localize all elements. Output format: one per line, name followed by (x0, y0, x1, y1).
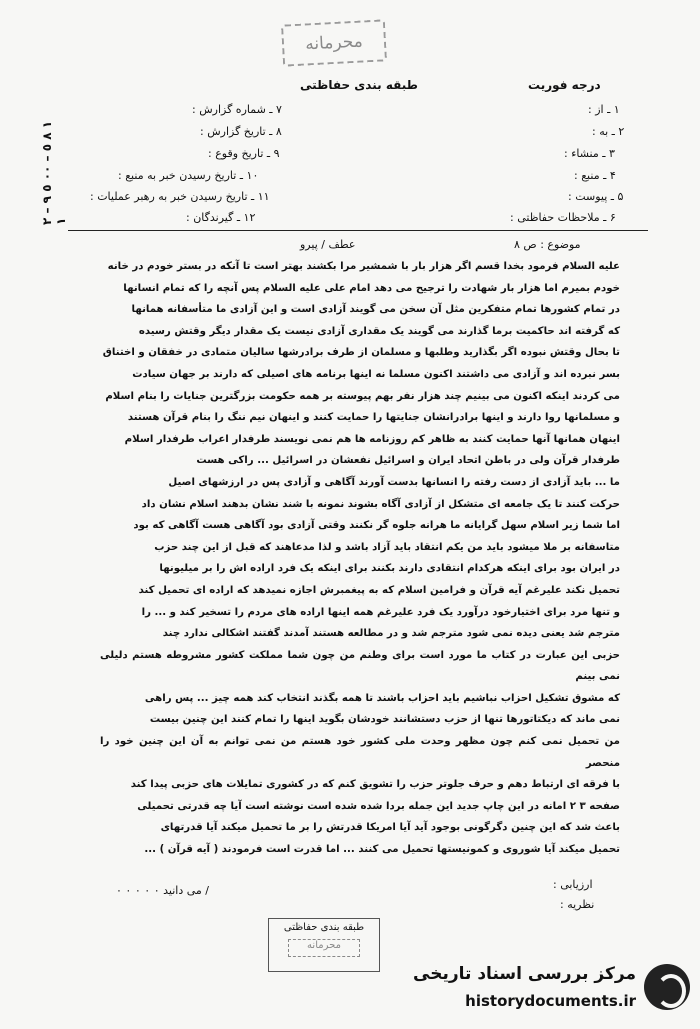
field-attachment: ۵ ـ پیوست : (568, 190, 624, 203)
archive-logo-icon (644, 964, 690, 1010)
header-divider (68, 230, 648, 231)
body-line: که گرفته اند حاکمیت برما گذارند می گویند یک مقداری آزادی نیست یک مقدار دیگر وقتش رسیده (138, 325, 620, 337)
body-line: من تحمیل نمی کنم چون مظهر وحدت ملی کشور خود هستم من نمی توانم به آن این چنین خود را منحصر (100, 736, 620, 769)
body-line: که مشوق تشکیل احزاب نباشیم باید احزاب باشند تا همه بگذند انتخاب کند همه چیز ... پس راهی (144, 692, 620, 704)
bottom-stamp-value: محرمانه (288, 939, 360, 957)
evaluation-label: ارزیابی : (553, 878, 593, 891)
body-line: خودم بمیرم اما هزار بار شهادت را ترجیح می دهد امام علی علیه السلام پس آنچه را که تمام انسانها (123, 282, 620, 294)
classification-title: طبقه بندی حفاظتی (300, 78, 418, 92)
body-line: بسر نبرده اند و آزادی می داشتند اکنون مسلما نه اینها برنامه های اصیلی که دارند بر جهان سیادت (132, 368, 620, 380)
field-event-date: ۹ ـ تاریخ وقوع : (208, 147, 280, 160)
field-to: ۲ ـ به : (592, 125, 625, 138)
field-report-number: ۷ ـ شماره گزارش : (192, 103, 282, 116)
field-source: ۴ ـ منبع : (574, 169, 616, 182)
field-report-date: ۸ ـ تاریخ گزارش : (200, 125, 282, 138)
bottom-stamp-label: طبقه بندی حفاظتی (283, 922, 365, 933)
body-line: حزبی این عبارت در کتاب ما مورد است برای وطنم من چون شما مملکت کشور مشروطه هستم دلیلی نمی بینم (100, 649, 620, 683)
body-line: تحمیل میکند آیا شوروی و کمونیستها تحمیل می کنند ... اما قدرت است فرمودند ( آیه قرآن ) ... (144, 844, 620, 856)
body-line: مترجم شد یعنی دیده نمی شود مترجم شد و در مطالعه هستند آمدند گفتند اشکالی ندارد چند (162, 628, 620, 640)
body-line: می کردند اینکه اکنون می بینیم چند هزار نفر بهم پیوسته بر همه حکومت بزرگترین جنایات را بنام اسلام (105, 390, 620, 402)
subject-reference: عطف / پیرو (300, 238, 356, 251)
body-line: علیه السلام فرمود بخدا قسم اگر هزار بار با شمشیر مرا بکشند بهتر است تا آنکه در بستر خودم در خانه (107, 261, 620, 272)
body-line: طرفدار قرآن ولی در باطن اتحاد ایران و اسرائیل نفعشان در اسرائیل ... راکی هست (196, 455, 620, 467)
body-line: متاسفانه بر ملا میشود باید من یکم انتقاد باید آزاد باشد و لذا مدعاهند که قبل از این چند حزب (154, 541, 620, 553)
body-line: در ایران بود برای اینکه هرکدام انتقادی دارند بکنند برای اینکه یک فرد اراده اش را بر میلیونها (159, 563, 620, 575)
body-line: تحمیل نکند علیرغم آیه قرآن و فرامین اسلام که به پیغمبرش اجازه نمیدهد که اراده ای تحمیل کند (138, 584, 620, 596)
body-line: اما شما زیر اسلام سهل گرایانه ما هرانه جلوه گر نکنند وقتی آزادی بود آگاهی هست آگاهی که بود (133, 520, 620, 532)
urgency-title: درجه فوریت (528, 78, 601, 92)
archive-logo (413, 960, 690, 1020)
body-line: نمی ماند که دیکتاتورها تنها از حزب دستشانند خودشان بگوید اینها را تمام کنند این چنین بیست (149, 714, 620, 726)
field-leader-receipt-date: ۱۱ ـ تاریخ رسیدن خبر به رهبر عملیات : (90, 190, 270, 203)
archive-name-en: historydocuments.ir (465, 992, 636, 1010)
archive-name-fa: مرکز بررسی اسناد تاریخی (413, 964, 636, 984)
field-origin: ۳ ـ منشاء : (564, 147, 615, 160)
body-line: با فرقه ای ارتباط دهم و حرف جلوتر حزب را تشویق کنم که در کشوری تمایلات های حزبی پیدا کند (130, 779, 620, 791)
top-classification-stamp: محرمانه (281, 19, 387, 66)
body-line: صفحه ۳ ۲ امانه در این چاپ جدید این جمله بردا شده شده است نوشته است آیا چه قدرتی تحمیلی (137, 800, 620, 812)
body-line: تا بحال وقتش نبوده اگر بگذارید وطلبها و مسلمان از طرف برادرشها سالیان متمادی در خفقان و اختناق (102, 347, 620, 359)
body-line: حرکت کنند تا یک جامعه ای متشکل از آزادی آگاه بشوند نمونه با شند نشان بدهند اسلام نشان داد (141, 498, 620, 510)
subject-label: موضوع : ص ۸ (514, 238, 581, 251)
field-from: ۱ ـ از : (588, 103, 620, 116)
body-line: اینهان همانها آنها حمایت کنند به ظاهر کم روزنامه ها هم نمی نویسند طرفدار اعراب طرفدار اسلام (124, 433, 620, 445)
body-line: و مسلمانها روا دارند و اینها برادرانشان جنایتها را حمایت کنند و اینهان نیم ننگ را بنام قرآن هستند (127, 412, 620, 424)
body-end-line: / می دانید ۰ ۰ ۰ ۰ ۰ (116, 884, 209, 897)
body-line: ما ... باید آزادی از دست رفته را انسانها بدست آورند آگاهی و آزادی پس در ارزشهای اصیل (168, 476, 620, 488)
body-line: باعث شد که این چنین دگرگونی بوجود آید آیا امریکا قدرتش را بر ما تحمیل میکند آیا قدرتهای (160, 822, 620, 834)
body-line: و تنها مرد برای اختیارخود درآورد یک فرد علیرغم همه اینها اراده های مردم را تسخیر کند و ... را (141, 606, 620, 618)
opinion-label: نظریه : (560, 898, 595, 911)
field-source-receipt-date: ۱۰ ـ تاریخ رسیدن خبر به منبع : (118, 169, 259, 182)
field-security-notes: ۶ ـ ملاحظات حفاظتی : (510, 211, 616, 224)
document-side-number: ٥ – ٠٠ ٥ ٩ – ٢ ۸ ۱ ۱ (40, 120, 68, 225)
body-text (100, 256, 620, 861)
field-recipients: ۱۲ ـ گیرندگان : (186, 211, 256, 224)
body-line: در تمام کشورها تمام متفکرین مثل آن سخن می گویند آزادی است و این آزادی ما متأسفانه همانها (131, 304, 620, 316)
bottom-classification-stamp (268, 918, 380, 972)
